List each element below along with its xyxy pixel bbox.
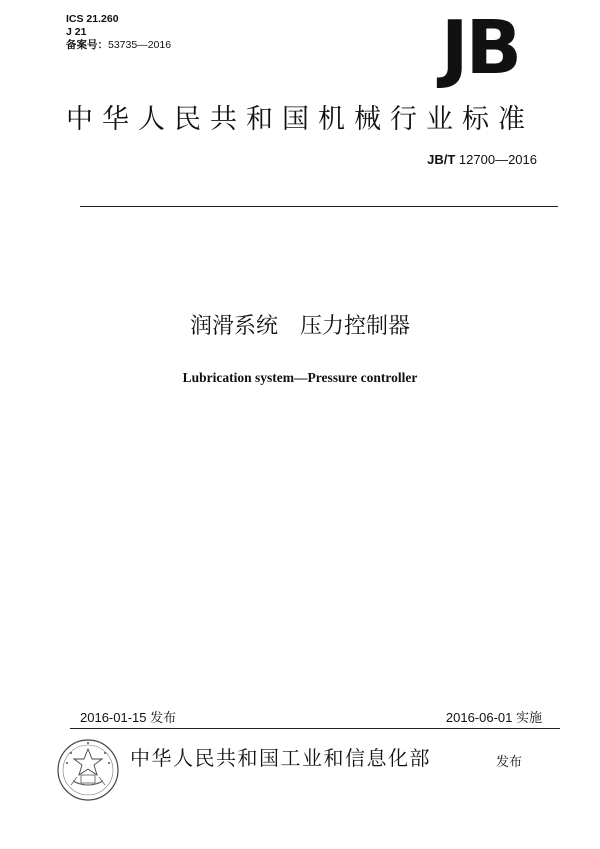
document-title-chinese: 润滑系统 压力控制器 [189,314,410,339]
top-divider [80,206,558,207]
ics-code: ICS 21.260 [66,13,119,25]
jb-logo: JB [441,5,519,91]
standard-number [427,152,537,167]
filing-number-value: 53735—2016 [108,39,172,51]
ministry-standard-title: 中华人民共和国机械行业标准 [66,104,534,135]
bottom-divider [70,728,560,729]
issuing-authority: 中华人民共和国工业和信息化部 [130,746,431,770]
filing-number [66,39,171,52]
ccs-code: J 21 [66,26,87,38]
issue-date: 2016-01-15 发布 [80,710,177,725]
issuer-release-label: 发布 [496,755,523,770]
document-title-english: Lubrication system—Pressure controller [182,370,418,385]
standard-number-value: 12700—2016 [458,152,537,167]
filing-label: 备案号： [66,39,108,51]
standard-prefix: JB/T [427,152,456,167]
implementation-date: 2016-06-01 实施 [445,710,542,725]
classification-block [66,13,171,52]
official-seal-icon [55,737,121,803]
